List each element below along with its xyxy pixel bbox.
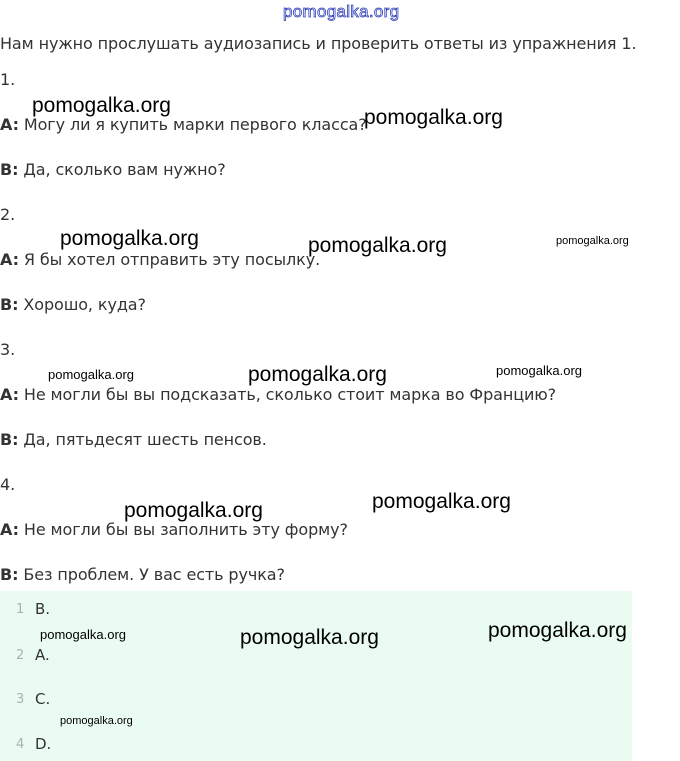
answer-value: A. [35, 646, 50, 664]
site-logo[interactable]: pomogalka.org [283, 2, 400, 21]
speaker-label: B: [0, 565, 19, 584]
line-text: Не могли бы вы подсказать, сколько стоит марка во Францию? [23, 385, 557, 404]
watermark: pomogalka.org [240, 626, 379, 649]
answer-value: B. [35, 600, 51, 618]
answer-value: D. [35, 735, 52, 753]
watermark: pomogalka.org [372, 490, 511, 513]
watermark: pomogalka.org [40, 627, 126, 642]
line-text: Хорошо, куда? [23, 295, 146, 314]
speaker-label: A: [0, 115, 19, 134]
watermark: pomogalka.org [248, 363, 387, 386]
speaker-label: A: [0, 385, 19, 404]
watermark: pomogalka.org [496, 363, 582, 378]
speaker-label: B: [0, 160, 19, 179]
watermark: pomogalka.org [488, 619, 627, 642]
dialogue-line-a [0, 385, 556, 404]
answer-number: 1 [16, 602, 25, 617]
dialogue-number: 1. [0, 70, 16, 89]
watermark: pomogalka.org [60, 715, 133, 727]
speaker-label: B: [0, 295, 19, 314]
intro-text: Нам нужно прослушать аудиозапись и проверить ответы из упражнения 1. [0, 34, 637, 53]
dialogue-number: 3. [0, 340, 16, 359]
line-text: Я бы хотел отправить эту посылку. [23, 250, 321, 269]
watermark: pomogalka.org [32, 94, 171, 117]
answer-number: 2 [16, 648, 25, 663]
watermark: pomogalka.org [124, 499, 263, 522]
dialogue-line-b [0, 430, 267, 449]
answer-value: C. [35, 690, 51, 708]
line-text: Могу ли я купить марки первого класса? [23, 115, 367, 134]
dialogue-line-b [0, 160, 226, 179]
watermark: pomogalka.org [60, 227, 199, 250]
dialogue-line-b [0, 565, 285, 584]
watermark: pomogalka.org [556, 235, 629, 247]
line-text: Да, сколько вам нужно? [23, 160, 226, 179]
watermark: pomogalka.org [364, 106, 503, 129]
dialogue-line-b [0, 295, 146, 314]
watermark: pomogalka.org [308, 234, 447, 257]
dialogue-number: 4. [0, 475, 16, 494]
speaker-label: A: [0, 520, 19, 539]
answers-block [0, 591, 632, 761]
answer-number: 4 [16, 737, 25, 752]
line-text: Без проблем. У вас есть ручка? [23, 565, 285, 584]
speaker-label: B: [0, 430, 19, 449]
dialogue-line-a [0, 250, 320, 269]
speaker-label: A: [0, 250, 19, 269]
line-text: Да, пятьдесят шесть пенсов. [23, 430, 267, 449]
dialogue-number: 2. [0, 205, 16, 224]
answer-number: 3 [16, 692, 25, 707]
line-text: Не могли бы вы заполнить эту форму? [23, 520, 348, 539]
watermark: pomogalka.org [48, 367, 134, 382]
